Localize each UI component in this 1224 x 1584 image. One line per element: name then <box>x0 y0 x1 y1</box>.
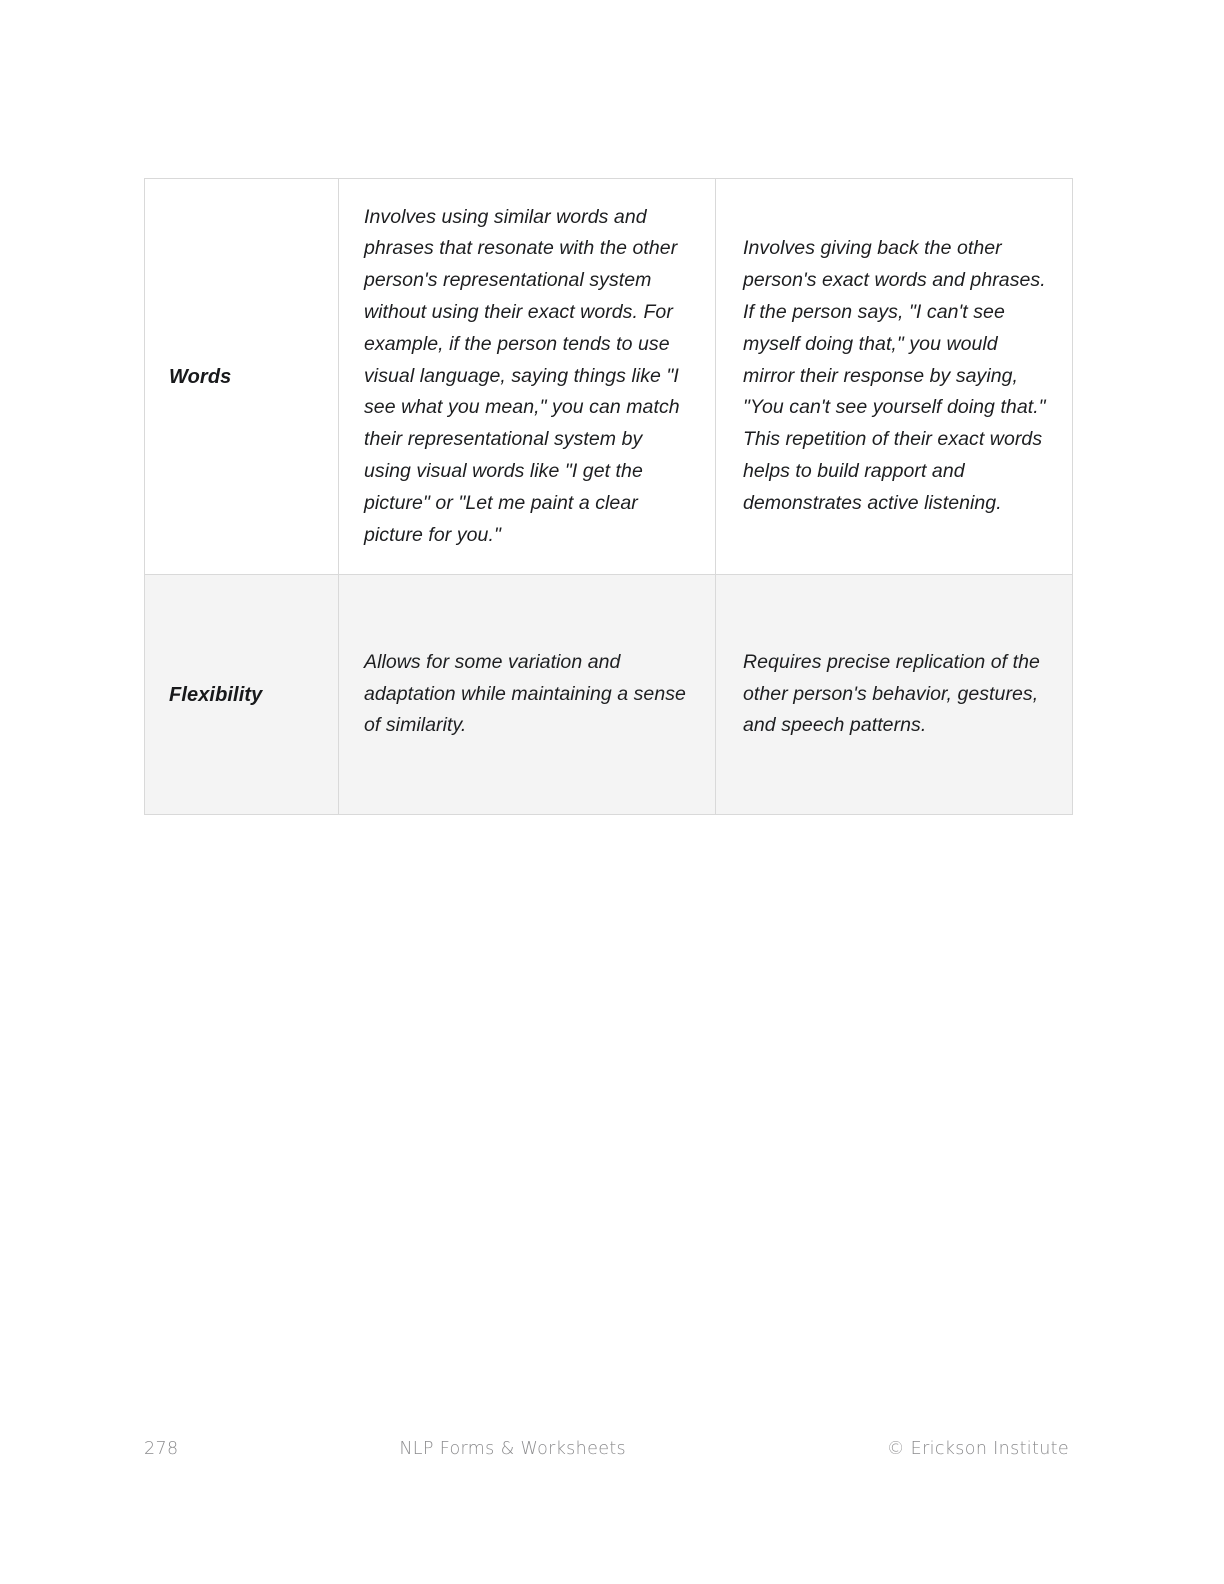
matching-description-cell <box>339 575 716 815</box>
footer-document-title: NLP Forms & Worksheets <box>399 1439 627 1459</box>
footer-copyright: © Erickson Institute <box>886 1439 1069 1459</box>
table-row <box>145 575 1073 815</box>
mirroring-description-words: Involves giving back the other person's exact words and phrases. If the person says, "I can't see myself doing that," you would mirror their response by saying, "You can't see yourself doing that." This repetition of their exact words helps to build rapport and demonstrates active listening. <box>743 237 1046 514</box>
matching-description-words: Involves using similar words and phrases that resonate with the other person's representational system without using their exact words. For example, if the person tends to use visual language, saying things like "I see what you mean," you can match their representational system by using visual words like "I get the picture" or "Let me paint a clear picture for you." <box>364 205 680 546</box>
footer-page-number: 278 <box>144 1439 179 1459</box>
row-label-cell <box>145 179 339 575</box>
matching-mirroring-comparison-table <box>144 178 1073 815</box>
row-label-flexibility: Flexibility <box>169 683 263 706</box>
page-footer <box>144 1434 1069 1464</box>
row-label-cell <box>145 575 339 815</box>
row-label-words: Words <box>169 365 232 388</box>
mirroring-description-cell <box>716 179 1073 575</box>
mirroring-description-flexibility: Requires precise replication of the other person's behavior, gestures, and speech patterns. <box>743 650 1040 737</box>
matching-description-cell <box>339 179 716 575</box>
matching-description-flexibility: Allows for some variation and adaptation while maintaining a sense of similarity. <box>364 650 686 737</box>
table-row <box>145 179 1073 575</box>
table-body <box>145 179 1073 815</box>
mirroring-description-cell <box>716 575 1073 815</box>
